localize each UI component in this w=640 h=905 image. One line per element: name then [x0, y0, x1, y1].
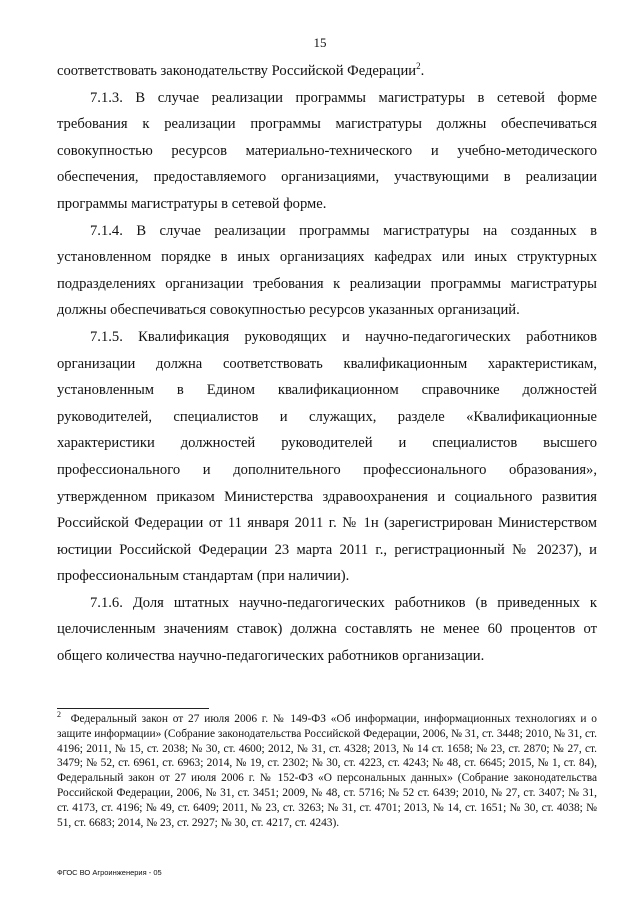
paragraph-7-1-4: 7.1.4. В случае реализации программы магистратуры на созданных в установленном порядке в иных организациях кафедрах или иных структурных подразделениях организации требования к реализации программы магистратуры должны обеспечиваться совокупностью ресурсов указанных организаций.	[57, 222, 597, 319]
page-number: 15	[313, 35, 327, 50]
page-footer: ФГОС ВО Агроинженерия - 05	[57, 868, 162, 877]
footnote-marker: 2	[57, 710, 61, 720]
body-text	[57, 58, 597, 670]
footnote-reference[interactable]: 2	[416, 61, 421, 72]
continuation-text: соответствовать законодательству Российской Федерации	[57, 63, 417, 79]
paragraph-continuation: соответствовать законодательству Российской Федерации$^2$.	[57, 61, 425, 79]
footnote-divider	[57, 708, 209, 709]
footnote	[57, 712, 597, 830]
paragraph-7-1-5: 7.1.5. Квалификация руководящих и научно-педагогических работников организации должна соответствовать квалификационным характеристикам, установленным в Едином квалификационном справочнике должностей руководителей, специалистов и служащих, разделе «Квалификационные характеристики должностей руководителей и специалистов высшего профессионального и дополнительного профессионального образования», утвержденном приказом Министерства здравоохранения и социального развития Российской Федерации от 11 января 2011 г. № 1н (зарегистрирован Министерством юстиции Российской Федерации 23 марта 2011 г., регистрационный № 20237), и профессиональным стандартам (при наличии).	[57, 328, 597, 585]
paragraph-7-1-3: 7.1.3. В случае реализации программы магистратуры в сетевой форме требования к реализации программы магистратуры должны обеспечиваться совокупностью ресурсов материально-технического и учебно-методического обеспечения, предоставляемого организациями, участвующими в реализации программы магистратуры в сетевой форме.	[57, 89, 597, 212]
paragraph-7-1-6: 7.1.6. Доля штатных научно-педагогических работников (в приведенных к целочисленным значениям ставок) должна составлять не менее 60 процентов от общего количества научно-педагогических работников организации.	[57, 594, 597, 665]
footnote-text: Федеральный закон от 27 июля 2006 г. № 149-ФЗ «Об информации, информационных технологиях и о защите информации» (Собрание законодательства Российской Федерации, 2006, № 31, ст. 3448; 2010, № 31, ст. 4196; 2011, № 15, ст. 2038; № 30, ст. 4600; 2012, № 31, ст. 4328; 2013, № 14 ст. 1658; № 23, ст. 2870; № 27, ст. 3479; № 52, ст. 6961, ст. 6963; 2014, № 19, ст. 2302; № 30, ст. 4223, ст. 4243; № 48, ст. 6645; 2015, № 1, ст. 84), Федеральный закон от 27 июля 2006 г. № 152-ФЗ «О персональных данных» (Собрание законодательства Российской Федерации, 2006, № 31, ст. 3451; 2009, № 48, ст. 5716; № 52 ст. 6439; 2010, № 27, ст. 3407; № 31, ст. 4173, ст. 4196; № 49, ст. 6409; 2011, № 23, ст. 3263; № 31, ст. 4701; 2013, № 14, ст. 1651; № 30, ст. 4038; № 51, ст. 6683; 2014, № 23, ст. 2927; № 30, ст. 4217, ст. 4243).	[57, 713, 597, 829]
